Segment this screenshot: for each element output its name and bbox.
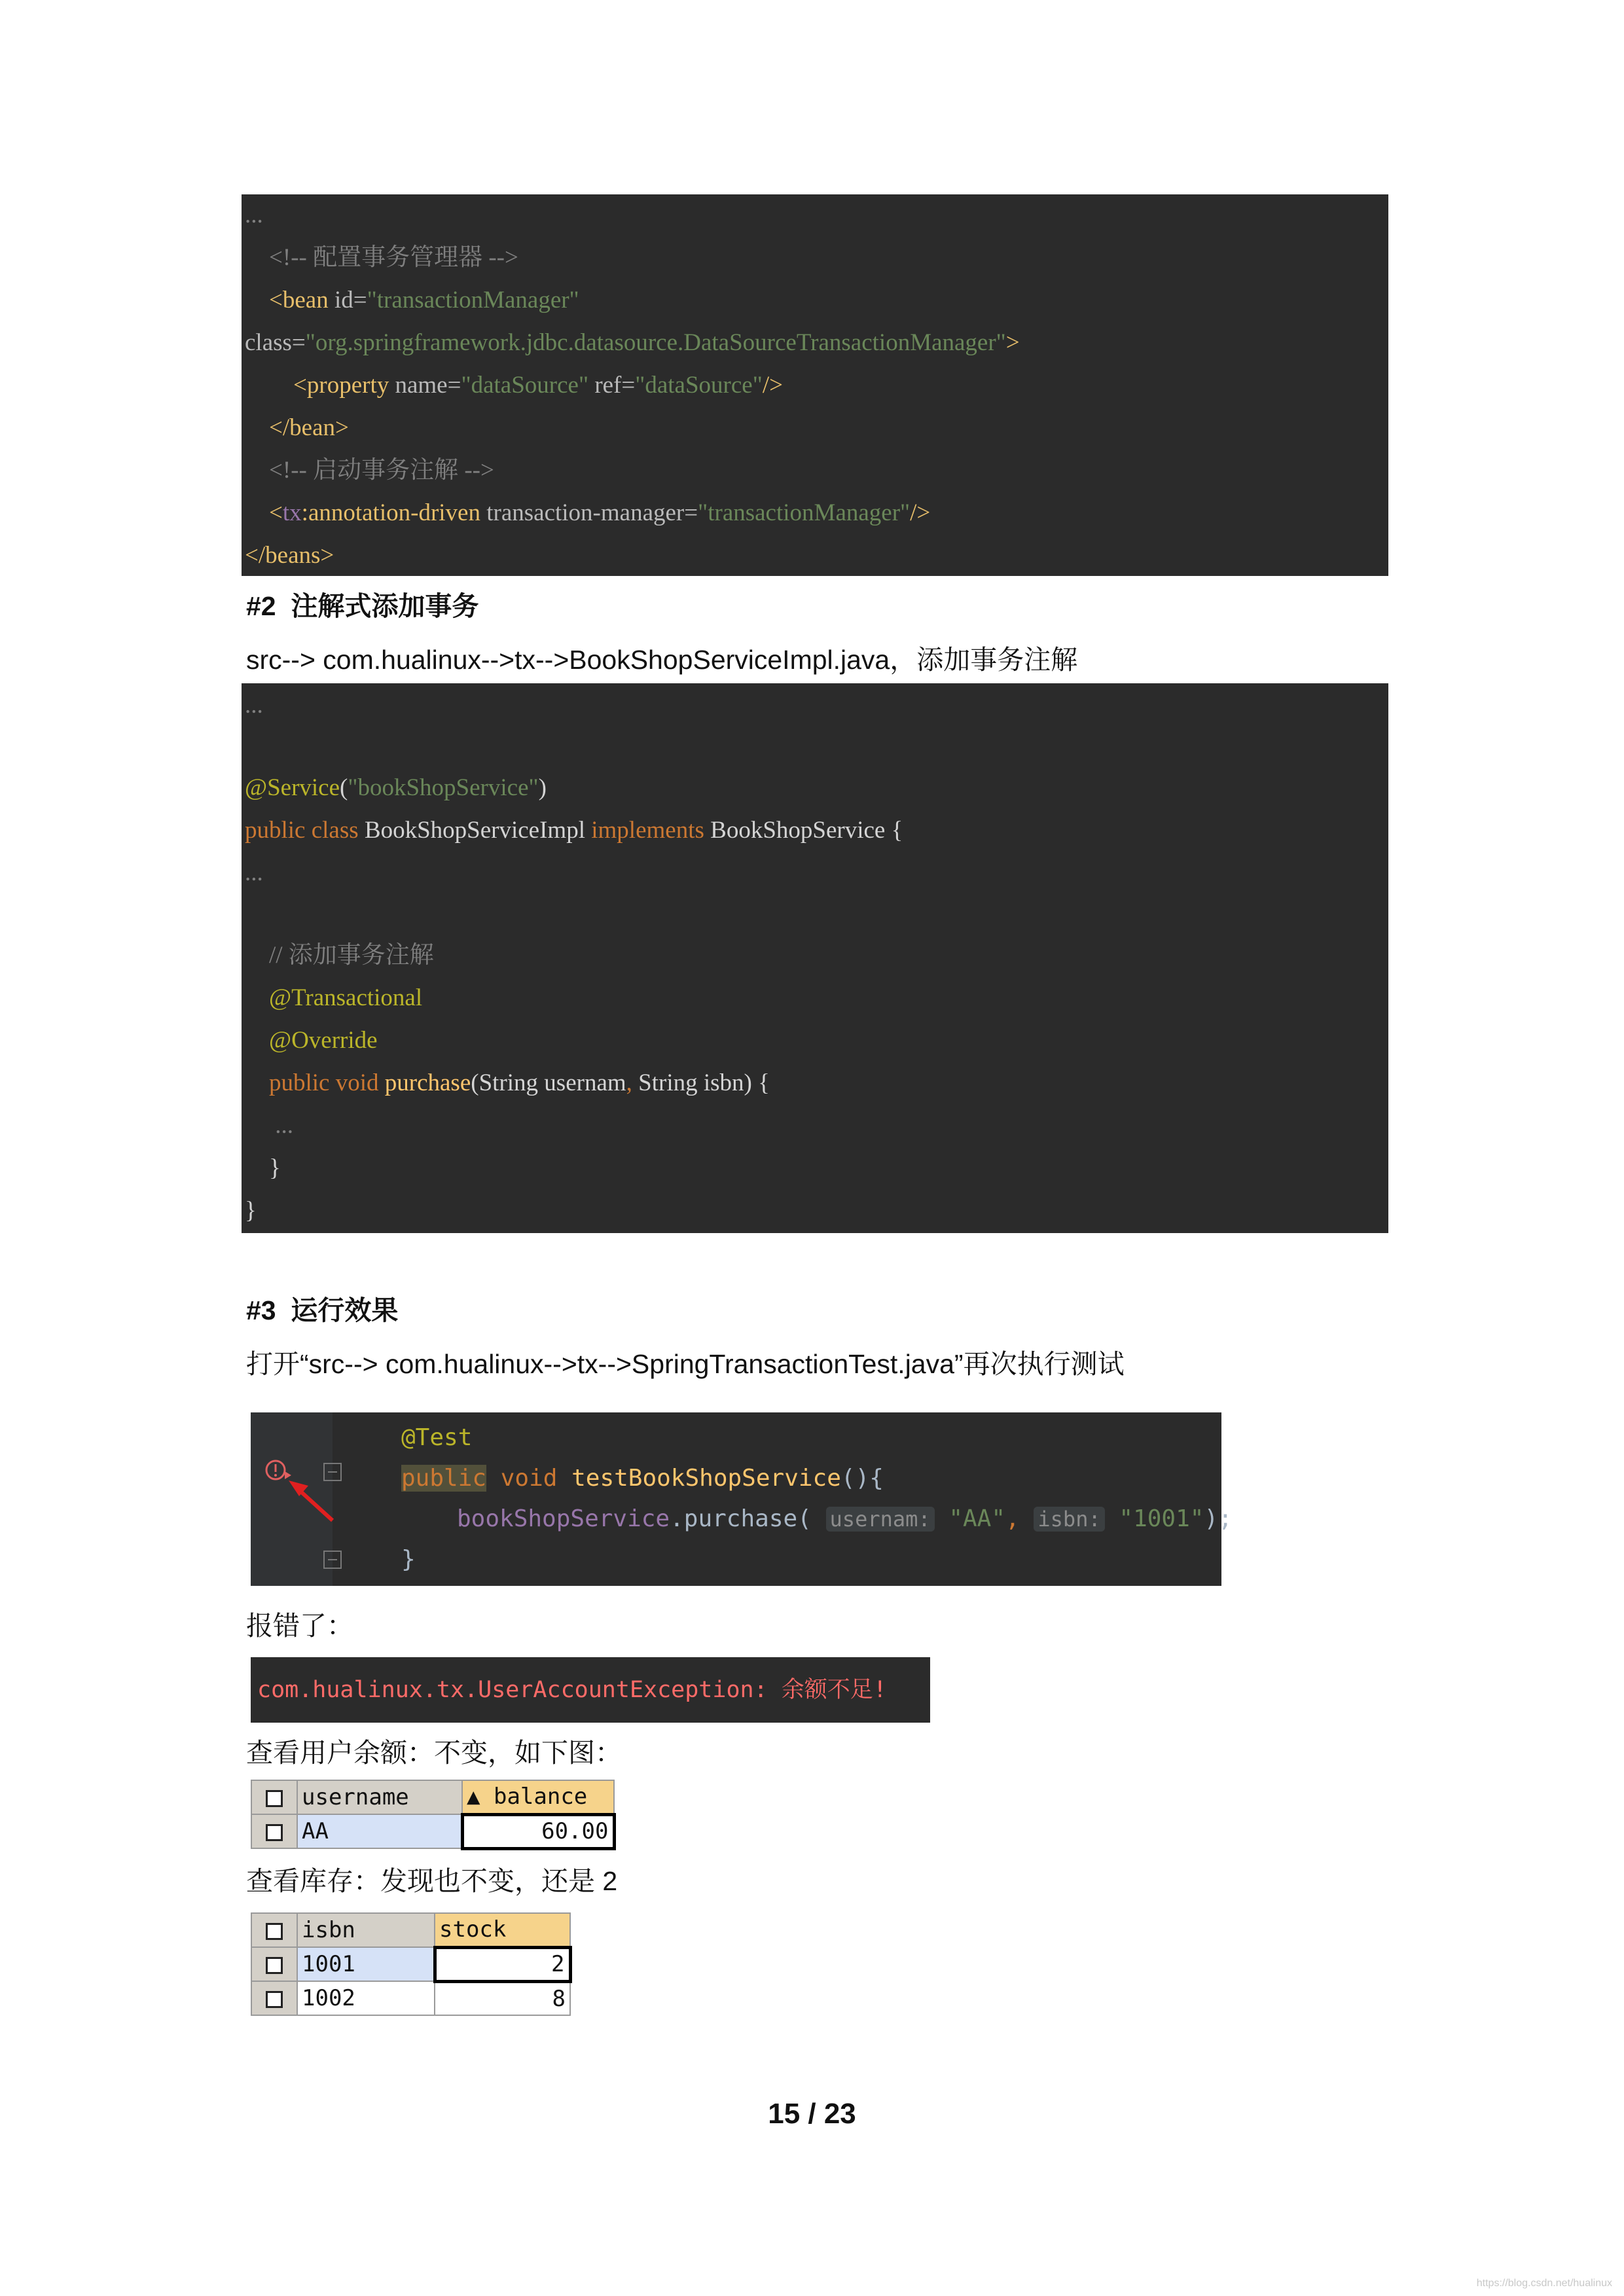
code-line bbox=[245, 1111, 293, 1140]
code-line bbox=[245, 1026, 378, 1055]
params: (String usernam bbox=[471, 1069, 626, 1096]
stock-table bbox=[251, 1912, 572, 2016]
code-line bbox=[245, 1196, 257, 1225]
table-header-row bbox=[251, 1780, 614, 1814]
code-line bbox=[245, 984, 422, 1013]
bracket: < bbox=[245, 287, 283, 314]
table-row[interactable] bbox=[251, 1814, 614, 1848]
xml-comment: <!-- 配置事务管理器 --> bbox=[245, 244, 518, 271]
attr-value: "transactionManager" bbox=[367, 287, 579, 314]
cell-stock[interactable]: 2 bbox=[435, 1947, 570, 1981]
section-heading: #3 运行效果 bbox=[246, 1295, 399, 1325]
namespace: tx bbox=[282, 499, 302, 526]
cell-balance[interactable]: 60.00 bbox=[462, 1814, 614, 1848]
select-all-checkbox[interactable] bbox=[251, 1913, 297, 1947]
bracket: /> bbox=[910, 499, 931, 526]
brace: } bbox=[245, 1197, 257, 1224]
paragraph: src--> com.hualinux-->tx-->BookShopServiceImpl.java，添加事务注解 bbox=[246, 645, 1078, 675]
method-name: testBookShopService bbox=[571, 1465, 841, 1492]
attr-name: class= bbox=[245, 329, 306, 356]
table-row[interactable] bbox=[251, 1981, 570, 2015]
row-checkbox[interactable] bbox=[251, 1947, 297, 1981]
keyword: public class bbox=[245, 817, 359, 844]
fold-marker-icon[interactable] bbox=[324, 1463, 341, 1480]
paragraph: 报错了： bbox=[246, 1611, 353, 1641]
code-line bbox=[245, 816, 903, 845]
code-line bbox=[245, 941, 434, 970]
code-line bbox=[245, 243, 518, 272]
paren: ( bbox=[340, 774, 348, 801]
code-line bbox=[245, 456, 494, 485]
code-line bbox=[401, 1418, 472, 1458]
code-line bbox=[245, 286, 579, 315]
code-line bbox=[401, 1458, 884, 1499]
column-header-stock[interactable]: stock bbox=[435, 1913, 570, 1947]
code-line bbox=[245, 774, 547, 802]
ellipsis: ... bbox=[245, 859, 263, 886]
attr-name: ref= bbox=[588, 372, 636, 399]
tag-name: annotation-driven bbox=[308, 499, 480, 526]
red-arrow-icon bbox=[289, 1480, 333, 1520]
param-hint: isbn: bbox=[1034, 1507, 1104, 1532]
code-line bbox=[245, 371, 783, 400]
checkbox-icon[interactable] bbox=[266, 1991, 283, 2008]
code-line bbox=[245, 499, 930, 528]
code-block-java bbox=[242, 683, 1388, 1233]
table-header-row bbox=[251, 1913, 570, 1947]
cell-username[interactable]: AA bbox=[297, 1814, 462, 1848]
method-call: .purchase( bbox=[670, 1505, 826, 1532]
tag-name: beans bbox=[265, 542, 321, 569]
cell-isbn[interactable]: 1002 bbox=[297, 1981, 435, 2015]
interface-name: BookShopService { bbox=[704, 817, 903, 844]
checkbox-icon[interactable] bbox=[266, 1923, 283, 1940]
checkbox-icon[interactable] bbox=[266, 1824, 283, 1841]
code-block-xml bbox=[242, 194, 1388, 576]
attr-value: "transactionManager" bbox=[698, 499, 911, 526]
keyword: implements bbox=[591, 817, 704, 844]
bracket: > bbox=[320, 542, 334, 569]
xml-comment: <!-- 启动事务注解 --> bbox=[245, 457, 494, 484]
annotation: @Test bbox=[401, 1424, 473, 1451]
string-literal: "bookShopService" bbox=[348, 774, 539, 801]
attr-name: id= bbox=[328, 287, 367, 314]
keyword: public bbox=[401, 1465, 487, 1492]
ide-screenshot bbox=[251, 1412, 1233, 1586]
fold-marker-icon[interactable] bbox=[324, 1551, 341, 1568]
column-header-isbn[interactable]: isbn bbox=[297, 1913, 435, 1947]
keyword: void bbox=[486, 1465, 572, 1492]
annotation: @Service bbox=[245, 774, 340, 801]
field-name: bookShopService bbox=[457, 1505, 670, 1532]
comma: , bbox=[626, 1069, 632, 1096]
tag-name: bean bbox=[289, 414, 336, 441]
cell-stock[interactable]: 8 bbox=[435, 1981, 570, 2015]
attr-value: "dataSource" bbox=[635, 372, 763, 399]
java-comment: // 添加事务注解 bbox=[245, 942, 434, 969]
sort-ascending-icon: ▲ bbox=[467, 1784, 480, 1810]
code-line bbox=[245, 201, 263, 230]
code-line bbox=[245, 1154, 281, 1183]
row-checkbox[interactable] bbox=[251, 1814, 297, 1848]
paragraph: 查看用户余额：不变，如下图： bbox=[246, 1738, 622, 1768]
annotation: @Transactional bbox=[245, 984, 423, 1011]
code-line bbox=[245, 1069, 770, 1098]
brace: } bbox=[401, 1546, 416, 1573]
error-console bbox=[251, 1657, 930, 1723]
bracket: </ bbox=[245, 414, 290, 441]
column-header-label: balance bbox=[493, 1784, 588, 1810]
code-line bbox=[245, 691, 263, 720]
bracket: /> bbox=[762, 372, 783, 399]
page-number: 15 / 23 bbox=[768, 2098, 856, 2130]
bracket: > bbox=[1005, 329, 1020, 356]
bracket: </ bbox=[245, 542, 266, 569]
table-row[interactable] bbox=[251, 1947, 570, 1981]
column-header-username[interactable]: username bbox=[297, 1780, 462, 1814]
code-line bbox=[245, 329, 1020, 357]
attr-name: name= bbox=[389, 372, 461, 399]
paragraph: 打开“src--> com.hualinux-->tx-->SpringTransactionTest.java”再次执行测试 bbox=[246, 1349, 1125, 1379]
balance-table bbox=[251, 1780, 616, 1850]
paren: (){ bbox=[840, 1465, 884, 1492]
params: String isbn) { bbox=[632, 1069, 770, 1096]
brace: } bbox=[245, 1155, 281, 1181]
method-name: purchase bbox=[384, 1069, 471, 1096]
code-line bbox=[457, 1499, 1233, 1539]
comma: , bbox=[1005, 1505, 1034, 1532]
ellipsis: ... bbox=[245, 692, 263, 719]
bracket: < bbox=[245, 499, 283, 526]
run-error-icon[interactable] bbox=[266, 1461, 291, 1479]
code-line bbox=[245, 541, 334, 570]
row-checkbox[interactable] bbox=[251, 1981, 297, 2015]
paren: ); bbox=[1204, 1505, 1233, 1532]
tag-name: bean bbox=[282, 287, 329, 314]
attr-name: transaction-manager= bbox=[480, 499, 698, 526]
bracket: < bbox=[245, 372, 307, 399]
gutter-icons bbox=[251, 1412, 342, 1586]
tag-name: property bbox=[306, 372, 389, 399]
string-literal: "AA" bbox=[934, 1505, 1006, 1532]
string-literal: "1001" bbox=[1104, 1505, 1204, 1532]
code-line bbox=[245, 414, 349, 442]
watermark: https://blog.csdn.net/hualinux bbox=[1476, 2278, 1612, 2289]
attr-value: "org.springframework.jdbc.datasource.DataSourceTransactionManager" bbox=[305, 329, 1006, 356]
paragraph: 查看库存：发现也不变，还是 2 bbox=[246, 1866, 618, 1896]
checkbox-icon[interactable] bbox=[266, 1957, 283, 1974]
ellipsis: ... bbox=[245, 1112, 293, 1139]
select-all-checkbox[interactable] bbox=[251, 1780, 297, 1814]
attr-value: "dataSource" bbox=[461, 372, 589, 399]
bracket: > bbox=[335, 414, 349, 441]
code-line bbox=[245, 859, 263, 888]
param-hint: usernam: bbox=[826, 1507, 935, 1532]
cell-isbn[interactable]: 1001 bbox=[297, 1947, 435, 1981]
ellipsis: ... bbox=[245, 202, 263, 228]
checkbox-icon[interactable] bbox=[266, 1790, 283, 1807]
column-header-balance[interactable] bbox=[462, 1780, 614, 1814]
paren: ) bbox=[538, 774, 547, 801]
code-line bbox=[401, 1539, 416, 1580]
colon: : bbox=[301, 499, 308, 526]
error-message: com.hualinux.tx.UserAccountException: 余额不足! bbox=[257, 1677, 887, 1703]
keyword: public void bbox=[245, 1069, 385, 1096]
section-heading: #2 注解式添加事务 bbox=[246, 591, 479, 621]
annotation: @Override bbox=[245, 1027, 378, 1054]
class-name: BookShopServiceImpl bbox=[358, 817, 592, 844]
